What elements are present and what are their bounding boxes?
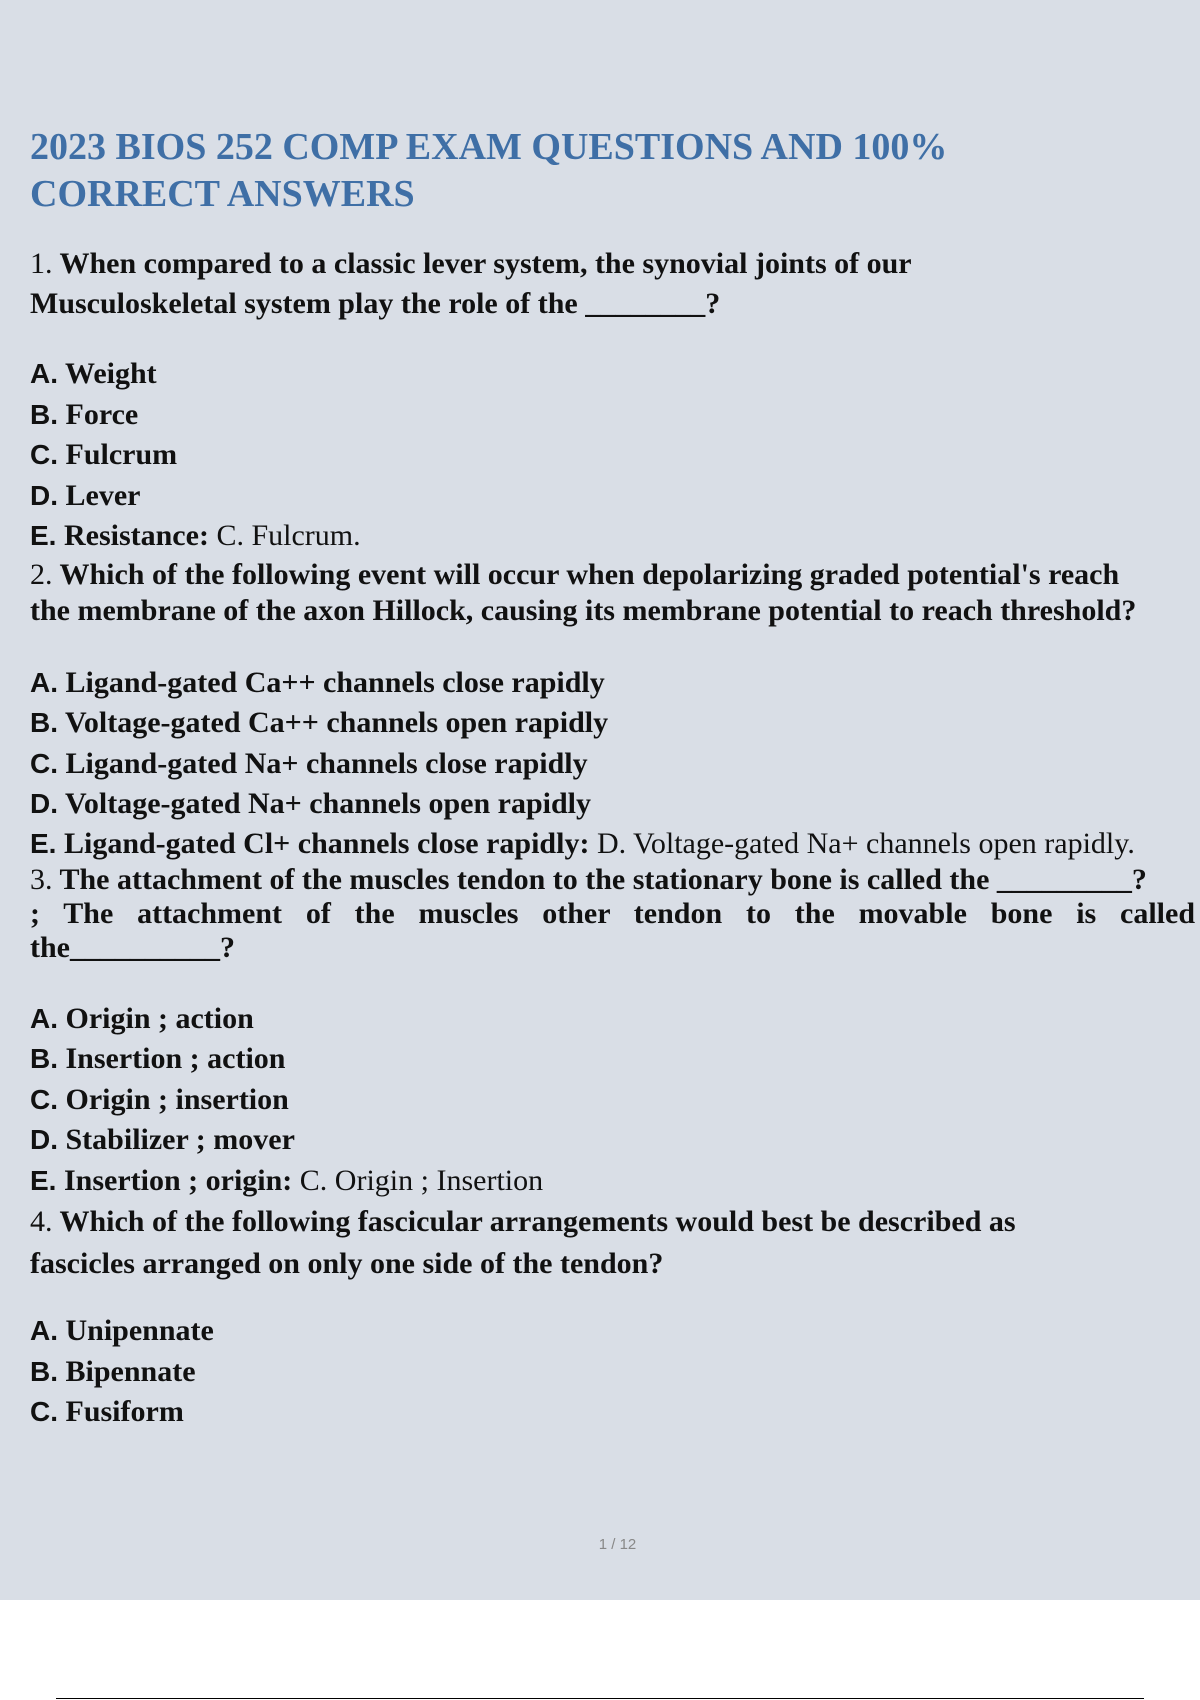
option-b: B. Bipennate	[30, 1354, 196, 1388]
option-d: D. Voltage-gated Na+ channels open rapidly	[30, 787, 591, 820]
options-list-2	[30, 663, 1200, 863]
option-b: B. Insertion ; action	[30, 1042, 286, 1075]
page-number: 1 / 12	[598, 1536, 637, 1553]
option-b: B. Force	[30, 397, 139, 431]
option-a: A. Ligand-gated Ca++ channels close rapidly	[30, 665, 605, 699]
question-number: 2.	[30, 557, 53, 591]
question-text-line: fascicles arranged on only one side of the tendon?	[30, 1247, 664, 1280]
correct-answer: C. Fulcrum.	[216, 519, 361, 552]
option-a: A. Origin ; action	[30, 1001, 254, 1035]
options-list-4	[30, 1311, 1200, 1433]
question-text-line: 2. Which of the following event will occur when depolarizing graded potential's reach	[30, 557, 1120, 591]
correct-answer: D. Voltage-gated Na+ channels open rapidly.	[596, 826, 1135, 860]
option-d: D. Lever	[30, 478, 141, 512]
question-text-line: 4. Which of the following fascicular arrangements would best be described as	[30, 1205, 1016, 1238]
option-a: A. Weight	[30, 357, 157, 390]
option-c: C. Fusiform	[30, 1395, 184, 1428]
title-line-1: 2023 BIOS 252 COMP EXAM QUESTIONS AND 100%	[30, 126, 948, 168]
question-text-line: 3. The attachment of the muscles tendon to the stationary bone is called the _________?	[30, 862, 1147, 896]
option-c: C. Fulcrum	[30, 438, 178, 471]
option-e: E. Ligand-gated Cl+ channels close rapidly: D. Voltage-gated Na+ channels open rapidly.	[30, 826, 1135, 860]
option-e: E. Resistance: C. Fulcrum.	[30, 519, 361, 552]
option-d: D. Stabilizer ; mover	[30, 1123, 295, 1156]
option-a: A. Unipennate	[30, 1314, 214, 1347]
document-title	[30, 124, 1200, 218]
question-number: 1.	[30, 247, 53, 280]
next-page-divider	[56, 1698, 1144, 1699]
correct-answer: C. Origin ; Insertion	[299, 1163, 544, 1197]
question-1	[30, 244, 1200, 324]
question-number: 3.	[30, 862, 53, 896]
option-e: E. Insertion ; origin: C. Origin ; Insertion	[30, 1163, 544, 1197]
options-list-1	[30, 354, 1200, 557]
option-b: B. Voltage-gated Ca++ channels open rapidly	[30, 706, 609, 739]
question-text-line: ; The attachment of the muscles other tendon to the movable bone is called the__________?	[30, 896, 1195, 964]
options-list-3	[30, 999, 1200, 1202]
option-c: C. Origin ; insertion	[30, 1082, 289, 1116]
question-2	[30, 557, 1200, 629]
page-content	[30, 124, 1200, 1433]
question-text-line: the membrane of the axon Hillock, causing its membrane potential to reach threshold?	[30, 593, 1137, 627]
question-4	[30, 1201, 1200, 1285]
title-line-2: CORRECT ANSWERS	[30, 173, 415, 215]
question-text-line: 1. When compared to a classic lever system, the synovial joints of our	[30, 247, 912, 280]
option-c: C. Ligand-gated Na+ channels close rapidly	[30, 746, 588, 780]
question-3	[30, 863, 1195, 965]
question-text-line: Musculoskeletal system play the role of the ________?	[30, 287, 721, 320]
question-number: 4.	[30, 1205, 53, 1238]
